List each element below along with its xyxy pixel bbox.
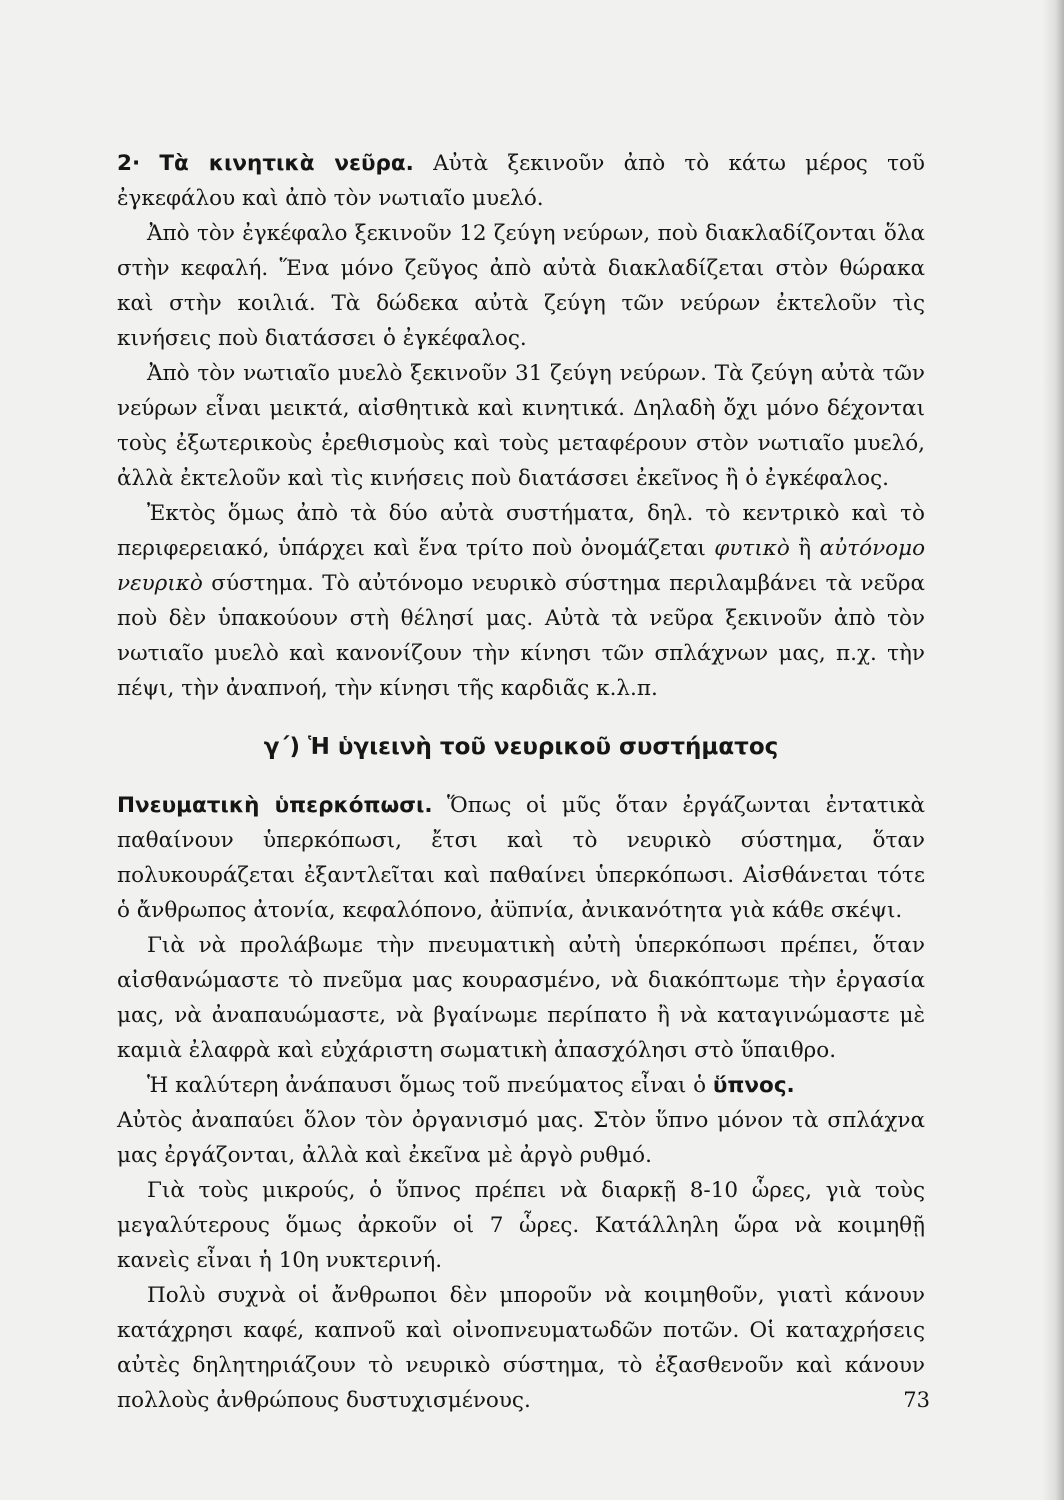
- section-intro-text: Αὐτὰ ξεκινοῦν ἀπὸ τὸ κάτω μέρος τοῦ ἐγκεφάλου καὶ ἀπὸ τὸν νωτιαῖο μυελό.: [117, 151, 925, 211]
- paragraph-spinal-nerves: Ἀπὸ τὸν νωτιαῖο μυελὸ ξεκινοῦν 31 ζεύγη νεύρων. Τὰ ζεύγη αὐτὰ τῶν νεύρων εἶναι μεικτά, αἰσθητικὰ καὶ κινητικά. Δηλαδὴ ὄχι μόνο δέχονται τοὺς ἐξωτερικοὺς ἐρεθισμοὺς καὶ τοὺς μεταφέρουν στὸν νωτιαῖο μυελό, ἀλλὰ ἐκτελοῦν καὶ τὶς κινήσεις ποὺ διατάσσει ἐκεῖνος ἢ ὁ ἐγκέφαλος.: [117, 361, 925, 491]
- paragraph-intro: [117, 146, 925, 216]
- paragraph-sleep-cont: Αὐτὸς ἀναπαύει ὅλον τὸν ὀργανισμό μας. Στὸν ὕπνο μόνον τὰ σπλάχνα μας ἐργάζονται, ἀλλὰ καὶ ἐκεῖνα μὲ ἀργὸ ρυθμό.: [117, 1108, 925, 1168]
- page-number: 73: [903, 1388, 930, 1412]
- paragraph-autonomic: Ἐκτὸς ὅμως ἀπὸ τὰ δύο αὐτὰ συστήματα, δηλ. τὸ κεντρικὸ καὶ τὸ περιφερειακό, ὑπάρχει καὶ ἕνα τρίτο ποὺ ὀνομάζεται φυτικὸ ἢ αὐτόνομο νευρικὸ σύστημα. Τὸ αὐτόνομο νευρικὸ σύστημα περιλαμβάνει τὰ νεῦρα ποὺ δὲν ὑπακούουν στὴ θέλησί μας. Αὐτὰ τὰ νεῦρα ξεκινοῦν ἀπὸ τὸν νωτιαῖο μυελὸ καὶ κανονίζουν τὴν κίνησι τῶν σπλάχνων μας, π.χ. τὴν πέψι, τὴν ἀναπνοή, τὴν κίνησι τῆς καρδιᾶς κ.λ.π.: [117, 501, 926, 701]
- paragraph-prevention: Γιὰ νὰ προλάβωμε τὴν πνευματικὴ αὐτὴ ὑπερκόπωσι πρέπει, ὅταν αἰσθανώμαστε τὸ πνεῦμα μας κουρασμένο, νὰ διακόπτωμε τὴν ἐργασία μας, νὰ ἀναπαυώμαστε, νὰ βγαίνωμε περίπατο ἢ νὰ καταγινώμαστε μὲ καμιὰ ἐλαφρὰ καὶ εὐχάριστη σωματικὴ ἀπασχόλησι στὸ ὕπαιθρο.: [117, 933, 925, 1063]
- page-edge-shadow: [1042, 0, 1064, 1500]
- term-autonomic: αὐτόνομο νευρικὸ: [117, 536, 926, 596]
- paragraph-sleep: Ἡ καλύτερη ἀνάπαυσι ὅμως τοῦ πνεύματος εἶναι ὁ ὕπνος.: [147, 1073, 795, 1098]
- section-title: Τὰ κινητικὰ νεῦρα.: [159, 151, 414, 176]
- paragraph-sleep-hours: Γιὰ τοὺς μικρούς, ὁ ὕπνος πρέπει νὰ διαρκῇ 8-10 ὧρες, γιὰ τοὺς μεγαλύτερους ὅμως ἀρκοῦν οἱ 7 ὧρες. Κατάλληλη ὥρα νὰ κοιμηθῇ κανεὶς εἶναι ἡ 10η νυκτερινή.: [117, 1178, 925, 1273]
- overwork-title: Πνευματικὴ ὑπερκόπωσι.: [117, 793, 433, 818]
- chapter-heading: γ΄) Ἡ ὑγιεινὴ τοῦ νευρικοῦ συστήματος: [263, 734, 779, 760]
- section-number: 2·: [117, 151, 141, 176]
- term-sleep: ὕπνος.: [712, 1073, 795, 1098]
- paragraph-overwork: Πνευματικὴ ὑπερκόπωσι. Ὅπως οἱ μῦς ὅταν ἐργάζωνται ἐντατικὰ παθαίνουν ὑπερκόπωσι, ἔτσι καὶ τὸ νευρικὸ σύστημα, ὅταν πολυκουράζεται ἐξαντλεῖται καὶ παθαίνει ὑπερκόπωσι. Αἰσθάνεται τότε ὁ ἄνθρωπος ἀτονία, κεφαλόπονο, ἀϋπνία, ἀνικανότητα γιὰ κάθε σκέψι.: [117, 793, 925, 923]
- paragraph-brain-nerves: Ἀπὸ τὸν ἐγκέφαλο ξεκινοῦν 12 ζεύγη νεύρων, ποὺ διακλαδίζονται ὅλα στὴν κεφαλή. Ἕνα μόνο ζεῦγος ἀπὸ αὐτὰ διακλαδίζεται στὸν θώρακα καὶ στὴν κοιλιά. Τὰ δώδεκα αὐτὰ ζεύγη τῶν νεύρων ἐκτελοῦν τὶς κινήσεις ποὺ διατάσσει ὁ ἐγκέφαλος.: [117, 221, 925, 351]
- paragraph-insomnia: Πολὺ συχνὰ οἱ ἄνθρωποι δὲν μποροῦν νὰ κοιμηθοῦν, γιατὶ κάνουν κατάχρησι καφέ, καπνοῦ καὶ οἰνοπνευματωδῶν ποτῶν. Οἱ καταχρήσεις αὐτὲς δηλητηριάζουν τὸ νευρικὸ σύστημα, τὸ ἐξασθενοῦν καὶ κάνουν πολλοὺς ἀνθρώπους δυστυχισμένους.: [117, 1283, 925, 1413]
- term-vegetative: φυτικὸ: [714, 536, 790, 561]
- section-hygiene: [117, 788, 925, 1418]
- section-motor-nerves: [117, 146, 925, 706]
